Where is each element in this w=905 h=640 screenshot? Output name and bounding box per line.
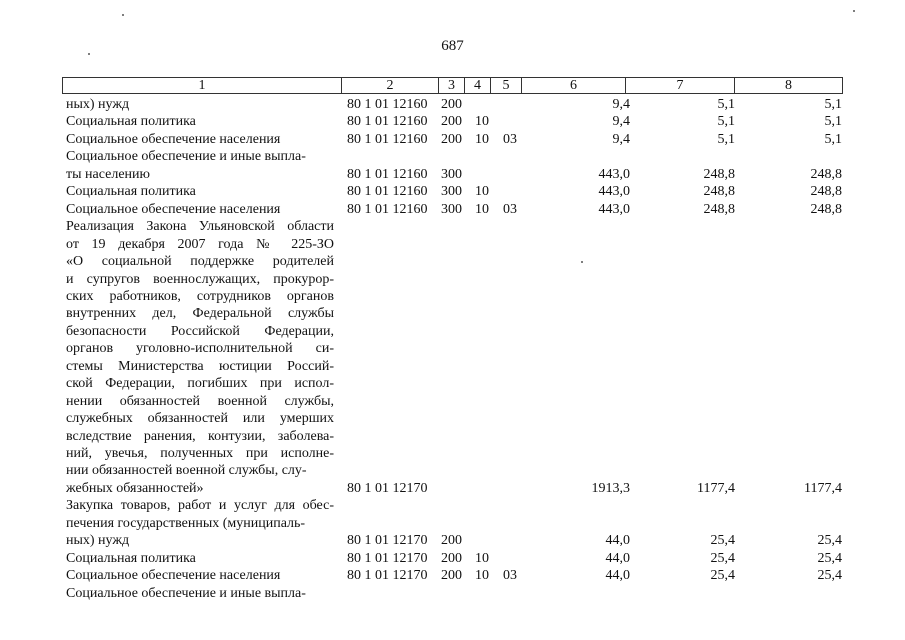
- table-row: [0, 567, 905, 584]
- row-value-6: 443,0: [598, 184, 630, 200]
- table-row: [0, 236, 905, 253]
- row-description: и супругов военнослужащих, прокурор-: [66, 271, 334, 287]
- row-description: Социальное обеспечение и иные выпла-: [66, 149, 306, 165]
- row-code: 80 1 01 12160: [347, 131, 428, 147]
- row-description: безопасности Российской Федерации,: [66, 323, 334, 339]
- row-col-3: 300: [441, 201, 462, 217]
- row-value-6: 443,0: [598, 201, 630, 217]
- row-value-8: 25,4: [817, 568, 842, 584]
- row-value-8: 5,1: [824, 131, 842, 147]
- table-row: [0, 183, 905, 200]
- table-row: [0, 201, 905, 218]
- row-description: Социальное обеспечение и иные выпла-: [66, 585, 306, 601]
- row-col-3: 200: [441, 114, 462, 130]
- table-row: [0, 410, 905, 427]
- row-value-8: 25,4: [817, 550, 842, 566]
- row-description: Закупка товаров, работ и услуг для обес-: [66, 498, 334, 514]
- table-row: [0, 148, 905, 165]
- row-value-7: 248,8: [703, 201, 735, 217]
- row-value-7: 25,4: [710, 533, 735, 549]
- table-row: [0, 497, 905, 514]
- row-code: 80 1 01 12160: [347, 201, 428, 217]
- table-row: [0, 131, 905, 148]
- row-description: от 19 декабря 2007 года № 225-ЗО: [66, 236, 334, 252]
- row-value-7: 25,4: [710, 568, 735, 584]
- row-code: 80 1 01 12170: [347, 533, 428, 549]
- table-row: [0, 585, 905, 602]
- row-description: органов уголовно-исполнительной си-: [66, 341, 334, 357]
- row-description: ты населению: [66, 166, 150, 182]
- row-value-8: 248,8: [810, 201, 842, 217]
- row-code: 80 1 01 12160: [347, 114, 428, 130]
- table-row: [0, 218, 905, 235]
- row-description: «О социальной поддержке родителей: [66, 254, 334, 270]
- row-value-6: 44,0: [605, 550, 630, 566]
- row-col-5: 03: [503, 568, 517, 584]
- row-value-8: 248,8: [810, 166, 842, 182]
- table-row: [0, 166, 905, 183]
- row-value-7: 5,1: [717, 114, 735, 130]
- row-value-7: 5,1: [717, 131, 735, 147]
- row-col-4: 10: [475, 131, 489, 147]
- header-col-7: 7: [626, 78, 735, 93]
- row-description: ных) нужд: [66, 533, 130, 549]
- scan-speck: [122, 14, 124, 16]
- row-description: Социальное обеспечение населения: [66, 201, 281, 217]
- table-row: [0, 515, 905, 532]
- row-col-4: 10: [475, 201, 489, 217]
- table-row: [0, 480, 905, 497]
- header-col-4: 4: [465, 78, 491, 93]
- row-description: жебных обязанностей»: [66, 480, 204, 496]
- scan-speck: [581, 261, 583, 263]
- row-col-3: 200: [441, 131, 462, 147]
- header-col-5: 5: [491, 78, 522, 93]
- row-code: 80 1 01 12160: [347, 97, 428, 112]
- row-code: 80 1 01 12170: [347, 568, 428, 584]
- row-col-3: 200: [441, 568, 462, 584]
- row-col-3: 200: [441, 533, 462, 549]
- row-code: 80 1 01 12160: [347, 184, 428, 200]
- row-value-8: 5,1: [824, 114, 842, 130]
- row-value-7: 25,4: [710, 550, 735, 566]
- row-value-6: 9,4: [612, 131, 630, 147]
- row-description: печения государственных (муниципаль-: [66, 515, 306, 531]
- table-row: [0, 358, 905, 375]
- row-col-3: 200: [441, 97, 462, 112]
- row-value-8: 25,4: [817, 533, 842, 549]
- row-value-6: 1913,3: [591, 480, 630, 496]
- row-value-6: 9,4: [612, 114, 630, 130]
- row-description: ской Федерации, погибших при испол-: [66, 376, 334, 392]
- scan-speck: [88, 53, 90, 55]
- header-col-6: 6: [522, 78, 626, 93]
- table-row: [0, 532, 905, 549]
- row-col-4: 10: [475, 184, 489, 200]
- row-value-7: 5,1: [717, 97, 735, 112]
- scan-speck: [853, 10, 855, 12]
- header-col-2: 2: [342, 78, 439, 93]
- header-col-1: 1: [63, 78, 342, 93]
- row-value-8: 5,1: [824, 97, 842, 112]
- header-col-3: 3: [439, 78, 465, 93]
- row-code: 80 1 01 12170: [347, 480, 428, 496]
- table-row: [0, 96, 905, 113]
- row-code: 80 1 01 12160: [347, 166, 428, 182]
- row-description: внутренних дел, Федеральной службы: [66, 306, 334, 322]
- row-code: 80 1 01 12170: [347, 550, 428, 566]
- table-row: [0, 271, 905, 288]
- row-col-3: 300: [441, 166, 462, 182]
- table-row: [0, 305, 905, 322]
- row-description: Социальная политика: [66, 114, 196, 130]
- row-description: нении обязанностей военной службы,: [66, 393, 334, 409]
- row-description: служебных обязанностей или умерших: [66, 411, 334, 427]
- row-value-7: 248,8: [703, 166, 735, 182]
- table-row: [0, 375, 905, 392]
- table-row: [0, 445, 905, 462]
- row-description: Социальная политика: [66, 550, 196, 566]
- table-header: [62, 77, 843, 94]
- row-description: Социальная политика: [66, 184, 196, 200]
- row-description: Реализация Закона Ульяновской области: [66, 219, 334, 235]
- row-value-6: 44,0: [605, 568, 630, 584]
- header-col-8: 8: [785, 78, 792, 93]
- row-value-8: 1177,4: [804, 480, 842, 496]
- row-col-4: 10: [475, 550, 489, 566]
- row-description: ских работников, сотрудников органов: [66, 288, 334, 304]
- row-value-6: 9,4: [612, 97, 630, 112]
- table-row: [0, 323, 905, 340]
- row-description: нии обязанностей военной службы, слу-: [66, 463, 307, 479]
- page-number: 687: [441, 38, 464, 54]
- row-col-3: 200: [441, 550, 462, 566]
- row-description: ний, увечья, полученных при исполне-: [66, 446, 334, 461]
- row-value-8: 248,8: [810, 184, 842, 200]
- row-col-4: 10: [475, 568, 489, 584]
- row-col-5: 03: [503, 131, 517, 147]
- row-description: Социальное обеспечение населения: [66, 131, 281, 147]
- row-description: стемы Министерства юстиции Россий-: [66, 358, 334, 374]
- row-col-4: 10: [475, 114, 489, 130]
- row-description: вследствие ранения, контузии, заболева-: [66, 428, 334, 444]
- table-row: [0, 428, 905, 445]
- table-row: [0, 550, 905, 567]
- table-row: [0, 288, 905, 305]
- row-col-3: 300: [441, 184, 462, 200]
- row-col-5: 03: [503, 201, 517, 217]
- row-value-7: 1177,4: [697, 480, 735, 496]
- row-description: ных) нужд: [66, 97, 130, 112]
- table-row: [0, 393, 905, 410]
- table-row: [0, 462, 905, 479]
- row-value-7: 248,8: [703, 184, 735, 200]
- row-value-6: 44,0: [605, 533, 630, 549]
- table-row: [0, 253, 905, 270]
- row-value-6: 443,0: [598, 166, 630, 182]
- table-row: [0, 113, 905, 130]
- table-row: [0, 340, 905, 357]
- row-description: Социальное обеспечение населения: [66, 568, 281, 584]
